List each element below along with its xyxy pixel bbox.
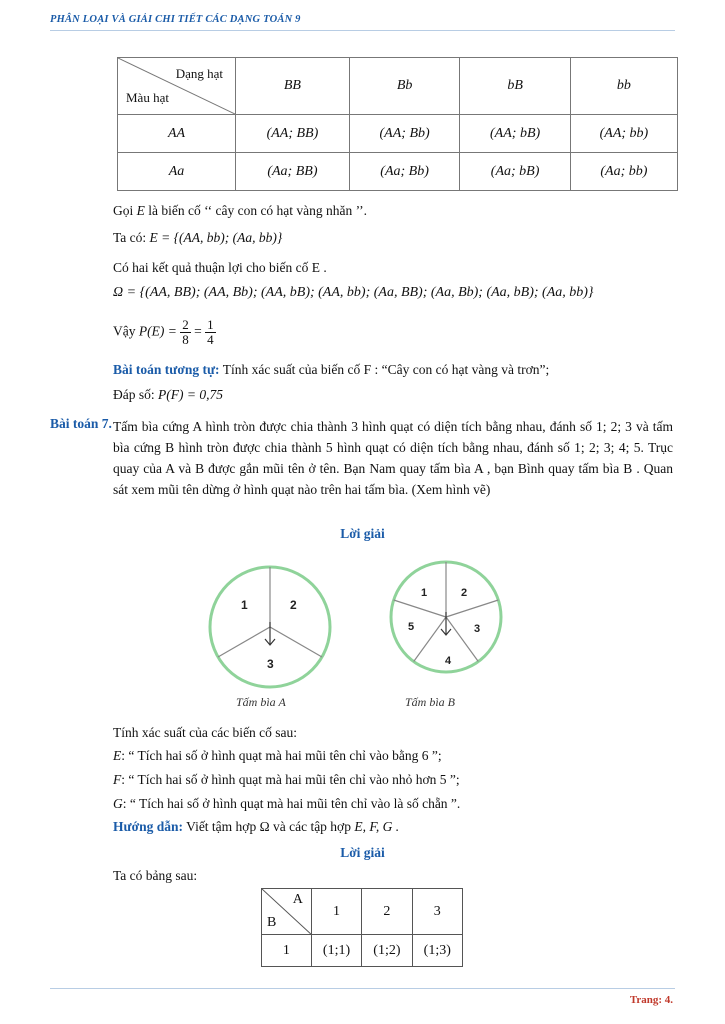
fraction: $\frac{1}{4}$ bbox=[207, 317, 214, 347]
table-cell: (AA; Bb) bbox=[349, 115, 460, 153]
question-g: G: “ Tích hai số ở hình quạt mà hai mũi tên chỉ vào là số chẵn ”. bbox=[113, 796, 461, 811]
page-header: PHÂN LOẠI VÀ GIẢI CHI TIẾT CÁC DẠNG TOÁN 9 bbox=[50, 14, 301, 25]
disc-b-label-4: 4 bbox=[445, 655, 452, 667]
table-cell: (AA; BB) bbox=[236, 115, 350, 153]
disc-b-label-1: 1 bbox=[421, 587, 428, 599]
corner-bottom-label: B bbox=[267, 915, 277, 930]
problem-body: Tấm bìa cứng A hình tròn được chia thành 3 hình quạt có diện tích bằng nhau, đánh số 1; 2; 3 và tấm bìa cứng B hình tròn được chia thành 5 hình quạt có diện tích bằng nhau, đánh số 1; 2; 3; 4; 5. Trục quay của A và B được gắn mũi tên ở tên. Bạn Nam quay tấm bìa A , bạn Bình quay tấm bìa B . Quan sát xem mũi tên dừng ở hình quạt nào trên hai tấm bìa. (Xem hình vẽ) bbox=[113, 419, 673, 497]
text-line-probability: Vậy P(E) = $\frac{2}{8}$ = $\frac{1}{4}$ bbox=[113, 317, 214, 347]
disc-a bbox=[205, 562, 335, 692]
genotype-table bbox=[117, 57, 678, 191]
fraction: $\frac{2}{8}$ bbox=[182, 317, 189, 347]
solution-title-2: Lời giải bbox=[340, 845, 385, 860]
disc-a-label-1: 1 bbox=[241, 598, 248, 612]
table-cell: (AA; bB) bbox=[460, 115, 571, 153]
disc-b-caption: Tấm bìa B bbox=[405, 695, 456, 709]
disc-b-label-3: 3 bbox=[474, 623, 481, 635]
column-header: BB bbox=[236, 58, 350, 115]
row-label: Aa bbox=[118, 153, 236, 191]
table-row bbox=[118, 153, 678, 191]
problem-label: Bài toán 7. bbox=[50, 416, 112, 431]
question-f: F: “ Tích hai số ở hình quạt mà hai mũi tên chỉ vào nhỏ hơn 5 ”; bbox=[113, 772, 460, 787]
column-header: Bb bbox=[349, 58, 460, 115]
table-cell: (AA; bb) bbox=[570, 115, 677, 153]
column-header: 2 bbox=[362, 889, 412, 935]
page-number: Trang: 4. bbox=[629, 994, 673, 1006]
text-line-answer: Đáp số: P(F) = 0,75 bbox=[113, 387, 223, 402]
disc-a-label-3: 3 bbox=[267, 657, 274, 671]
disc-a-label-2: 2 bbox=[290, 598, 297, 612]
table-row bbox=[118, 115, 678, 153]
table-intro: Ta có bảng sau: bbox=[113, 868, 198, 883]
disc-b-label-5: 5 bbox=[408, 621, 415, 633]
disc-a-caption: Tấm bìa A bbox=[236, 695, 286, 709]
table-corner-cell bbox=[262, 889, 312, 935]
text-line-event-e: Gọi E là biến cố ‘‘ cây con có hạt vàng nhăn ’’. bbox=[113, 203, 368, 218]
table-cell: (1;3) bbox=[412, 935, 462, 967]
question-e: E: “ Tích hai số ở hình quạt mà hai mũi tên chỉ vào bằng 6 ”; bbox=[113, 748, 442, 763]
disc-b-label-2: 2 bbox=[461, 587, 468, 599]
text-line-similar-problem: Bài toán tương tự: Tính xác suất của biến cố F : “Cây con có hạt vàng và trơn”; bbox=[113, 362, 550, 377]
column-header: bB bbox=[460, 58, 571, 115]
header-divider bbox=[50, 30, 675, 31]
table-cell: (Aa; bB) bbox=[460, 153, 571, 191]
table-cell: (Aa; bb) bbox=[570, 153, 677, 191]
text-line-set-e: Ta có: E = {(AA, bb); (Aa, bb)} bbox=[113, 230, 283, 245]
row-label: 1 bbox=[262, 935, 312, 967]
corner-top-label: Dạng hạt bbox=[175, 66, 223, 81]
questions-intro: Tính xác suất của các biến cố sau: bbox=[113, 725, 298, 740]
text-line-omega: Ω = {(AA, BB); (AA, Bb); (AA, bB); (AA, bb); (Aa, BB); (Aa, Bb); (Aa, bB); (Aa, bb)} bbox=[113, 285, 594, 300]
hint-line: Hướng dẫn: Viết tậm hợp Ω và các tập hợp E, F, G . bbox=[113, 819, 400, 834]
table-cell: (1;2) bbox=[362, 935, 412, 967]
text-line-favorable: Có hai kết quả thuận lợi cho biến cố E . bbox=[113, 260, 327, 275]
table-cell: (Aa; Bb) bbox=[349, 153, 460, 191]
table-row bbox=[262, 935, 463, 967]
solution-title: Lời giải bbox=[340, 526, 385, 541]
column-header: 1 bbox=[311, 889, 361, 935]
table-header-row bbox=[118, 58, 678, 115]
footer-divider bbox=[50, 988, 675, 989]
row-label: AA bbox=[118, 115, 236, 153]
table-header-row bbox=[262, 889, 463, 935]
table-cell: (Aa; BB) bbox=[236, 153, 350, 191]
table-cell: (1;1) bbox=[311, 935, 361, 967]
outcome-table bbox=[261, 888, 463, 967]
disc-b bbox=[386, 557, 506, 677]
corner-top-label: A bbox=[292, 892, 303, 907]
column-header: bb bbox=[570, 58, 677, 115]
column-header: 3 bbox=[412, 889, 462, 935]
corner-bottom-label: Màu hạt bbox=[126, 90, 169, 105]
table-corner-cell bbox=[118, 58, 236, 115]
